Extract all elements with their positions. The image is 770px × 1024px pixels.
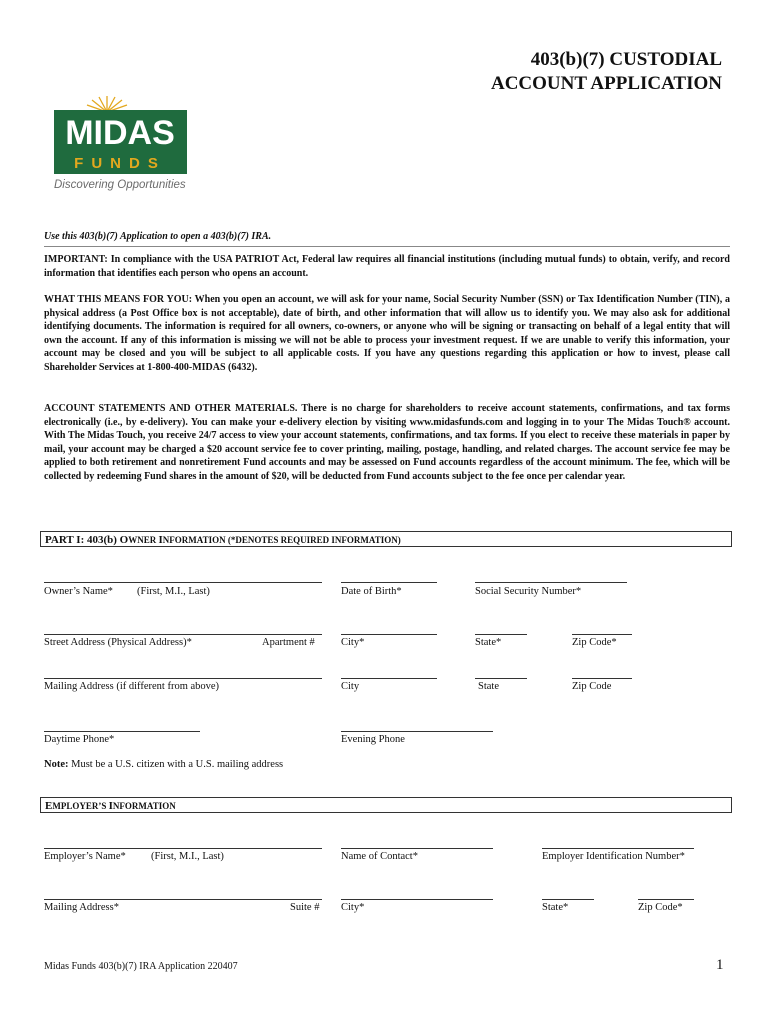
logo-tagline: Discovering Opportunities <box>54 179 186 191</box>
what-this-means: WHAT THIS MEANS FOR YOU: When you open an account, we will ask for your name, Social Security Number (SSN) or Tax Identification Number (TIN), a physical address (a Post Office box is not acceptable), date of birth, and other information that will allow us to identify you. We may also ask for additional identifying documents. The information is required for all owners, co-owners, or anyone who will be signing or transacting on behalf of a legal entity that will own the account. If any of this information is missing we will not be able to process your investment request. If we are unable to verify this information, your account may be closed and you will be subject to all applicable costs. If you have any questions regarding this application or how to invest, please call Shareholder Services at 1-800-400-MIDAS (6432). <box>44 294 730 373</box>
sunburst-icon <box>84 96 130 112</box>
employer-city-label: City* <box>341 902 365 913</box>
mailing-address-field[interactable] <box>44 678 322 679</box>
employer-name-field[interactable] <box>44 848 322 849</box>
contact-name-field[interactable] <box>341 848 493 849</box>
ssn-field[interactable] <box>475 582 627 583</box>
employer-header: EMPLOYER’S INFORMATION <box>40 797 732 813</box>
title-line-2: ACCOUNT APPLICATION <box>490 73 722 94</box>
divider <box>44 246 730 247</box>
mailing-zip-label: Zip Code <box>572 681 612 692</box>
evening-phone-label: Evening Phone <box>341 734 405 745</box>
title-line-1: 403(b)(7) CUSTODIAL <box>530 49 722 70</box>
owner-name-hint: (First, M.I., Last) <box>137 586 210 597</box>
zip-label: Zip Code* <box>572 637 617 648</box>
state-label: State* <box>475 637 502 648</box>
mailing-zip-field[interactable] <box>572 678 632 679</box>
ssn-label: Social Security Number* <box>475 586 582 597</box>
mailing-city-field[interactable] <box>341 678 437 679</box>
street-field[interactable] <box>44 634 322 635</box>
intro-lead: Use this 403(b)(7) Application to open a 403(b)(7) IRA. <box>44 231 272 242</box>
employer-name-hint: (First, M.I., Last) <box>151 851 224 862</box>
owner-name-label: Owner’s Name* <box>44 586 113 597</box>
daytime-phone-field[interactable] <box>44 731 200 732</box>
midas-funds-logo <box>50 96 200 196</box>
employer-name-label: Employer’s Name* <box>44 851 126 862</box>
mailing-city-label: City <box>341 681 360 692</box>
city-field[interactable] <box>341 634 437 635</box>
employer-zip-label: Zip Code* <box>638 902 683 913</box>
employer-state-label: State* <box>542 902 569 913</box>
ein-label: Employer Identification Number* <box>542 851 685 862</box>
citizenship-note: Note: Must be a U.S. citizen with a U.S. mailing address <box>44 759 284 770</box>
form-id: Midas Funds 403(b)(7) IRA Application 220407 <box>44 961 238 972</box>
part-1-header: PART I: 403(b) OWNER INFORMATION (*DENOTES REQUIRED INFORMATION) <box>40 531 732 547</box>
document-title <box>342 48 722 96</box>
employer-mailing-label: Mailing Address* <box>44 902 119 913</box>
logo-brand: MIDAS <box>65 114 175 152</box>
mailing-state-label: State <box>478 681 499 692</box>
suite-label: Suite # <box>290 902 320 913</box>
contact-name-label: Name of Contact* <box>341 851 418 862</box>
street-label: Street Address (Physical Address)* <box>44 637 192 648</box>
employer-zip-field[interactable] <box>638 899 694 900</box>
employer-city-field[interactable] <box>341 899 493 900</box>
evening-phone-field[interactable] <box>341 731 493 732</box>
mailing-address-label: Mailing Address (if different from above) <box>44 681 220 692</box>
employer-mailing-field[interactable] <box>44 899 322 900</box>
page-number: 1 <box>716 957 724 973</box>
zip-field[interactable] <box>572 634 632 635</box>
state-field[interactable] <box>475 634 527 635</box>
logo-sub: FUNDS <box>74 155 166 172</box>
dob-label: Date of Birth* <box>341 586 402 597</box>
city-label: City* <box>341 637 365 648</box>
employer-state-field[interactable] <box>542 899 594 900</box>
dob-field[interactable] <box>341 582 437 583</box>
mailing-state-field[interactable] <box>475 678 527 679</box>
owner-name-field[interactable] <box>44 582 322 583</box>
apartment-label: Apartment # <box>262 637 315 648</box>
ein-field[interactable] <box>542 848 694 849</box>
important-notice: IMPORTANT: In compliance with the USA PATRIOT Act, Federal law requires all financial institutions (including mutual funds) to obtain, verify, and record information that identifies each person who opens an account. <box>44 254 730 279</box>
account-statements: ACCOUNT STATEMENTS AND OTHER MATERIALS. There is no charge for shareholders to receive account statements, confirmations, and tax forms electronically (i.e., by e-delivery). You can make your e-delivery election by visiting www.midasfunds.com and logging in to your The Midas Touch® account. With The Midas Touch, you receive 24/7 access to view your account statements, confirmations, and tax forms. If you elect to receive these materials in paper by mail, your account may be charged a $20 account service fee to cover printing, mailing, postage, handling, and related charges. The account service fee may be applied to both retirement and nonretirement Fund accounts and may be assessed on Fund accounts regardless of the account minimum. The fee, which will be collected by redeeming Fund shares in the amount of $20, will be deducted from Fund accounts subject to the fee once per calendar year. <box>44 403 730 482</box>
daytime-phone-label: Daytime Phone* <box>44 734 115 745</box>
